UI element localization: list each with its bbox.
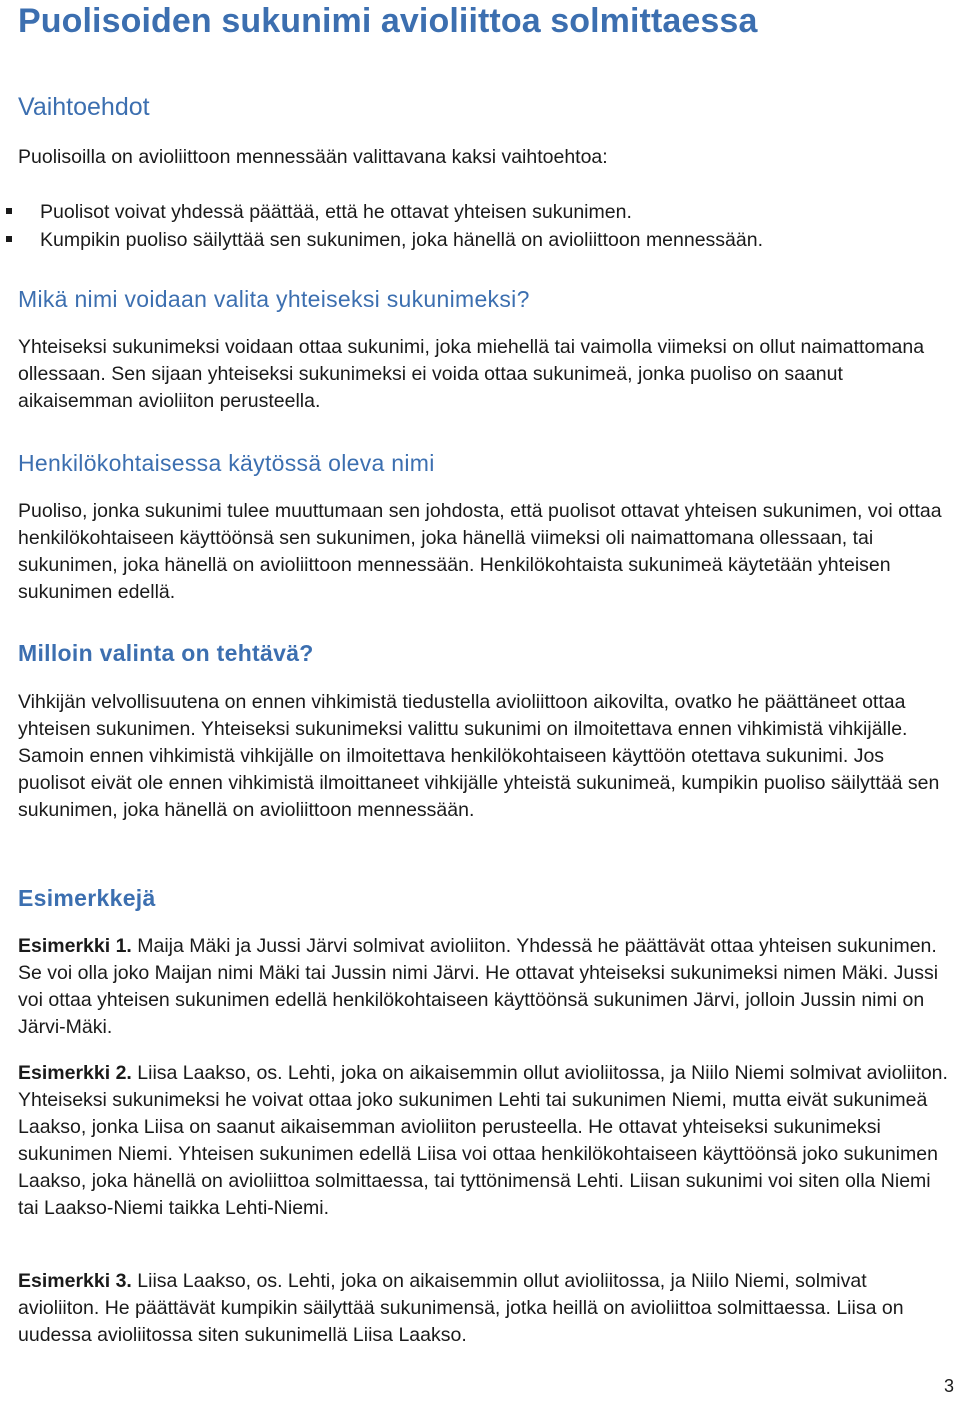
heading-henkilokohtainen: Henkilökohtaisessa käytössä oleva nimi bbox=[18, 450, 435, 476]
heading-mika-nimi: Mikä nimi voidaan valita yhteiseksi sukunimeksi? bbox=[18, 286, 530, 312]
list-item bbox=[4, 198, 954, 226]
bullet-icon bbox=[6, 236, 12, 242]
mika-nimi-text: Yhteiseksi sukunimeksi voidaan ottaa sukunimi, joka miehellä tai vaimolla viimeksi on ollut naimattomana ollessaan. Sen sijaan yhteiseksi sukunimeksi ei voida ottaa sukunimeä, jonka puoliso on saanut aikaisemman avioliiton perusteella. bbox=[18, 336, 925, 412]
page-number: 3 bbox=[943, 1376, 954, 1396]
intro-text: Puolisoilla on avioliittoon mennessään valittavana kaksi vaihtoehtoa: bbox=[18, 146, 608, 168]
example-text: Liisa Laakso, os. Lehti, joka on aikaisemmin ollut avioliitossa, ja Niilo Niemi, solmivat avioliiton. He päättävät kumpikin säilyttää sukunimensä, jotka heillä on avioliittoa solmittaessa. Liisa on uudessa avioliitossa siten sukunimellä Liisa Laakso. bbox=[18, 1270, 904, 1346]
options-list bbox=[4, 198, 954, 254]
list-item-text: Puolisot voivat yhdessä päättää, että he ottavat yhteisen sukunimen. bbox=[40, 201, 632, 223]
example-1 bbox=[18, 933, 953, 1041]
example-2 bbox=[18, 1060, 953, 1222]
example-text: Maija Mäki ja Jussi Järvi solmivat avioliiton. Yhdessä he päättävät ottaa yhteisen sukunimen. Se voi olla joko Maijan nimi Mäki tai Jussin nimi Järvi. He ottavat yhteiseksi sukunimeksi nimen Mäki. Jussi voi ottaa yhteisen sukunimen edellä henkilökohtaiseen käyttöönsä sukunimen Järvi, jolloin Jussin nimi on Järvi-Mäki. bbox=[18, 935, 939, 1038]
milloin-text: Vihkijän velvollisuutena on ennen vihkimistä tiedustella avioliittoon aikovilta, ovatko he päättäneet ottaa yhteisen sukunimen. Yhteiseksi sukunimeksi valittu sukunimi on ilmoitettava ennen vihkimistä vihkijälle. Samoin ennen vihkimistä vihkijälle on ilmoitettava henkilökohtaiseen käyttöön otettava sukunimi. Jos puolisot eivät ole ennen vihkimistä ilmoittaneet vihkijälle yhteistä sukunimeä, kumpikin puoliso säilyttää sen sukunimen, joka hänellä on avioliittoon mennessään. bbox=[18, 691, 940, 821]
page-title: Puolisoiden sukunimi avioliittoa solmittaessa bbox=[18, 2, 758, 40]
example-3 bbox=[18, 1268, 953, 1349]
list-item-text: Kumpikin puoliso säilyttää sen sukunimen, joka hänellä on avioliittoon mennessään. bbox=[40, 229, 764, 251]
heading-vaihtoehdot: Vaihtoehdot bbox=[18, 93, 150, 121]
list-item bbox=[4, 226, 954, 254]
heading-esimerkkeja: Esimerkkejä bbox=[18, 885, 156, 911]
example-label: Esimerkki 1. bbox=[18, 935, 132, 957]
example-text: Liisa Laakso, os. Lehti, joka on aikaisemmin ollut avioliitossa, ja Niilo Niemi solmivat avioliiton. Yhteiseksi sukunimeksi he voivat ottaa joko sukunimen Lehti tai sukunimen Niemi, mutta eivät sukunimeä Laakso, jonka Liisa on saanut aikaisemman avioliiton perusteella. He ottavat yhteiseksi sukunimeksi sukunimen Niemi. Yhteisen sukunimen edellä Liisa voi ottaa henkilökohtaiseen käyttöönsä joko sukunimen Laakso, joka hänellä on avioliittoa solmittaessa, tai tyttönimensä Lehti. Liisan sukunimi voi siten olla Niemi tai Laakso-Niemi taikka Lehti-Niemi. bbox=[18, 1062, 948, 1219]
example-label: Esimerkki 2. bbox=[18, 1062, 132, 1084]
bullet-icon bbox=[6, 208, 12, 214]
heading-milloin: Milloin valinta on tehtävä? bbox=[18, 640, 314, 666]
henkilokohtainen-text: Puoliso, jonka sukunimi tulee muuttumaan sen johdosta, että puolisot ottavat yhteisen sukunimen, voi ottaa henkilökohtaiseen käyttöönsä sen sukunimen, joka hänellä viimeksi oli naimattomana ollessaan, tai sukunimen, joka hänellä on avioliittoon mennessään. Henkilökohtaista sukunimeä käytetään yhteisen sukunimen edellä. bbox=[18, 500, 942, 603]
example-label: Esimerkki 3. bbox=[18, 1270, 132, 1292]
